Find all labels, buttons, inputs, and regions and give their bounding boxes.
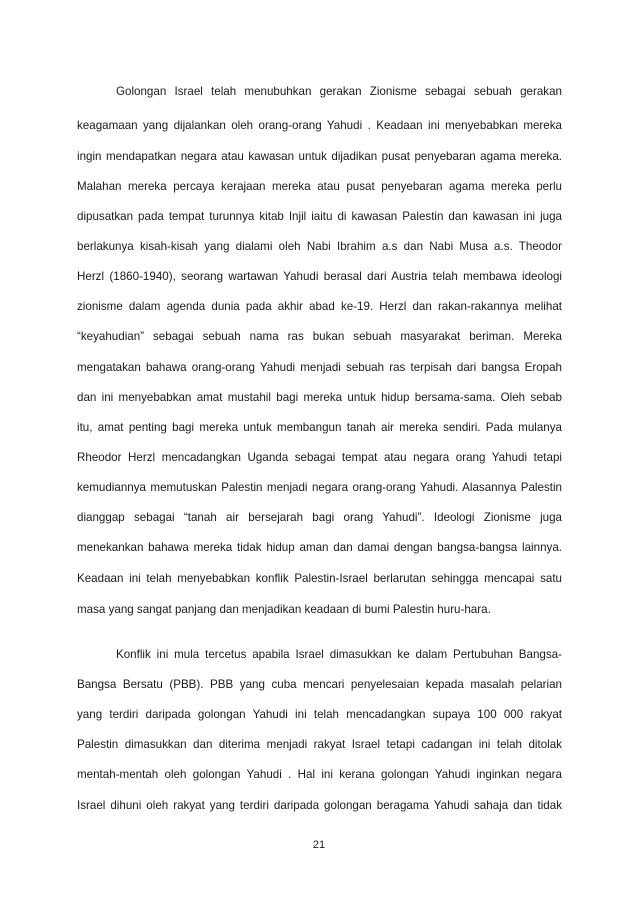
page-number: 21	[312, 839, 326, 851]
text-line: Golongan Israel telah menubuhkan gerakan Zionisme sebagai sebuah gerakan	[116, 85, 562, 98]
text-line: dan ini menyebabkan amat mustahil bagi mereka untuk hidup bersama-sama. Oleh sebab	[77, 391, 562, 404]
text-line: menekankan bahawa mereka tidak hidup aman dan damai dengan bangsa-bangsa lainnya.	[77, 541, 562, 554]
text-line: zionisme dalam agenda dunia pada akhir abad ke-19. Herzl dan rakan-rakannya melihat	[77, 300, 562, 313]
text-line: keagamaan yang dijalankan oleh orang-orang Yahudi . Keadaan ini menyebabkan mereka	[77, 119, 562, 132]
text-line: Bangsa Bersatu (PBB). PBB yang cuba mencari penyelesaian kepada masalah pelarian	[77, 678, 562, 691]
text-line: ingin mendapatkan negara atau kawasan untuk dijadikan pusat penyebaran agama mereka.	[77, 150, 562, 163]
text-line: itu, amat penting bagi mereka untuk membangun tanah air mereka sendiri. Pada mulanya	[77, 421, 562, 434]
text-line: yang terdiri daripada golongan Yahudi ini telah mencadangkan supaya 100 000 rakyat	[77, 708, 562, 721]
text-line: Israel dihuni oleh rakyat yang terdiri daripada golongan beragama Yahudi sahaja dan tidak	[77, 799, 562, 812]
text-line: dipusatkan pada tempat turunnya kitab Injil iaitu di kawasan Palestin dan kawasan ini juga	[77, 210, 562, 223]
text-line: mentah-mentah oleh golongan Yahudi . Hal ini kerana golongan Yahudi inginkan negara	[77, 768, 562, 781]
text-line: Konflik ini mula tercetus apabila Israel dimasukkan ke dalam Pertubuhan Bangsa-	[116, 648, 562, 661]
text-line: kemudiannya memutuskan Palestin menjadi negara orang-orang Yahudi. Alasannya Palestin	[77, 481, 562, 494]
text-line: Palestin dimasukkan dan diterima menjadi rakyat Israel tetapi cadangan ini telah ditolak	[77, 738, 562, 751]
text-line: masa yang sangat panjang dan menjadikan keadaan di bumi Palestin huru-hara.	[77, 603, 491, 616]
text-line: Rheodor Herzl mencadangkan Uganda sebagai tempat atau negara orang Yahudi tetapi	[77, 451, 562, 464]
text-line: Keadaan ini telah menyebabkan konflik Palestin-Israel berlarutan sehingga mencapai satu	[77, 572, 562, 585]
text-line: mengatakan bahawa orang-orang Yahudi menjadi sebuah ras terpisah dari bangsa Eropah	[77, 361, 562, 374]
text-line: dianggap sebagai “tanah air bersejarah bagi orang Yahudi”. Ideologi Zionisme juga	[77, 511, 562, 524]
text-line: Malahan mereka percaya kerajaan mereka atau pusat penyebaran agama mereka perlu	[77, 180, 562, 193]
text-line: “keyahudian” sebagai sebuah nama ras bukan sebuah masyarakat beriman. Mereka	[77, 330, 562, 343]
text-line: Herzl (1860-1940), seorang wartawan Yahudi berasal dari Austria telah membawa ideologi	[77, 270, 562, 283]
text-line: berlakunya kisah-kisah yang dialami oleh Nabi Ibrahim a.s dan Nabi Musa a.s. Theodor	[77, 240, 562, 253]
